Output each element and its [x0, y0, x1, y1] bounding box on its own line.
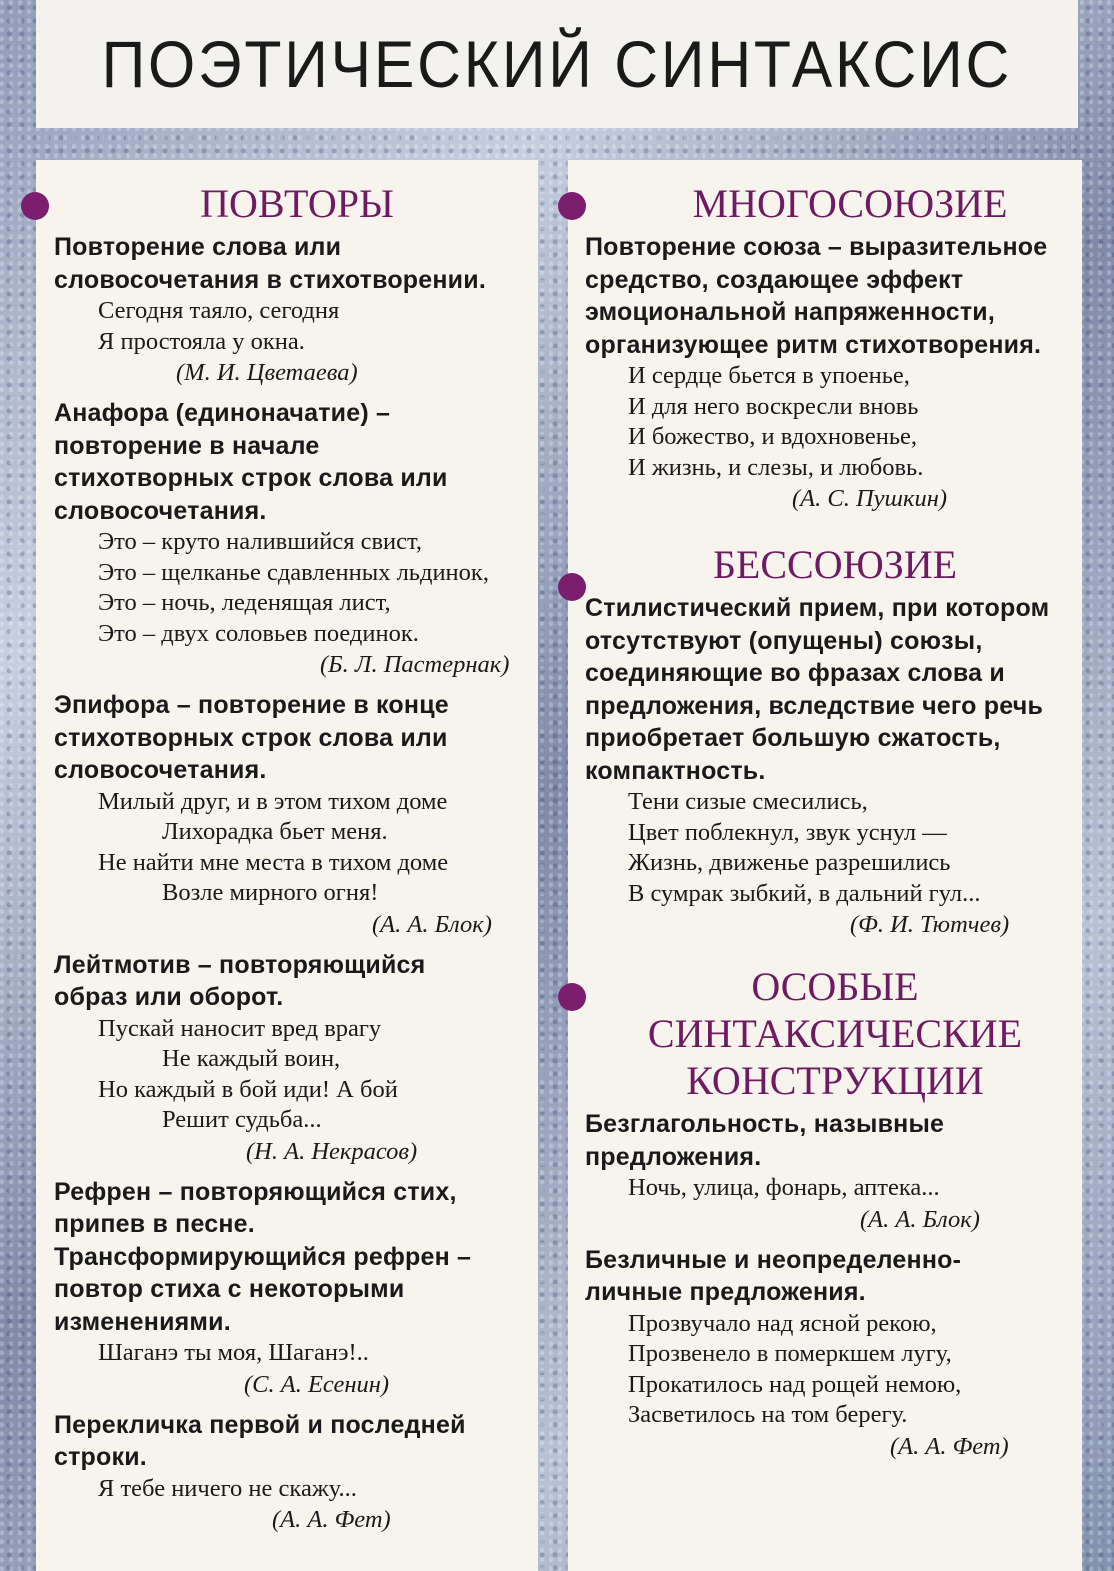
definition-block [54, 1176, 540, 1401]
poem-author: (Ф. И. Тютчев) [850, 911, 1010, 938]
poem-line: Прозвенело в померкшем лугу, [628, 1340, 952, 1367]
poem-author: (А. С. Пушкин) [792, 485, 948, 512]
poem-line: Засветилось на том берегу. [628, 1401, 908, 1428]
poem-line: Тени сизые смесились, [628, 788, 868, 815]
section-heading-povtory: ПОВТОРЫ [200, 181, 394, 226]
poem-quote [585, 787, 1075, 941]
section-heading-osobye: ОСОБЫЕ СИНТАКСИЧЕСКИЕ КОНСТРУКЦИИ [647, 964, 1023, 1103]
section-heading-bessoyuzie: БЕССОЮЗИЕ [712, 542, 958, 587]
page-title: ПОЭТИЧЕСКИЙ СИНТАКСИС [101, 27, 1013, 101]
definition-block [54, 1409, 540, 1537]
poem-author: (М. И. Цветаева) [176, 359, 358, 386]
poem-line: Это – двух соловьев поединок. [98, 619, 419, 647]
poem-quote [585, 1173, 1075, 1236]
bullet-icon [558, 573, 586, 601]
poem-quote [585, 1309, 1075, 1463]
poem-line: Сегодня таяло, сегодня [98, 297, 340, 324]
poem-author: (А. А. Блок) [372, 910, 492, 938]
poem-line: Это – круто налившийся свист, [98, 528, 423, 555]
definition-text: Стилистический прием, при котором отсутствуют (опущены) союзы, соединяющие во фразах слова и предложения, вследствие чего речь приобретает большую сжатость, компактность. [585, 594, 1050, 785]
poem-line: Не найти мне места в тихом доме [98, 848, 449, 876]
definition-block [54, 231, 540, 389]
poem-line: Это – щелканье сдавленных льдинок, [98, 558, 489, 586]
definition-block [54, 949, 540, 1168]
poem-line: Я простояла у окна. [98, 327, 305, 355]
poem-line: Это – ночь, леденящая лист, [98, 589, 391, 616]
poem-quote [54, 527, 540, 681]
definition-block [54, 689, 540, 941]
definition-block [585, 1108, 1075, 1236]
poem-line: Жизнь, движенье разрешились [628, 849, 951, 876]
poem-quote [54, 787, 540, 941]
poem-line: Цвет поблекнул, звук уснул — [628, 818, 947, 846]
poem-quote [54, 296, 540, 389]
definition-block [54, 397, 540, 681]
definition-text: Рефрен – повторяющийся стих, припев в песне. Трансформирующийся рефрен – повтор стиха с некоторыми изменениями. [54, 1177, 472, 1336]
poem-author: (С. А. Есенин) [244, 1370, 390, 1398]
title-bar [36, 0, 1078, 128]
definition-text: Повторение союза – выразительное средство, создающее эффект эмоциональной напряженности, организующее ритм стихотворения. [585, 233, 1048, 359]
poem-line: И для него воскресли вновь [628, 392, 919, 420]
definition-text: Безглагольность, назывные предложения. [585, 1110, 945, 1171]
poem-line: И божество, и вдохновенье, [628, 423, 917, 450]
poem-line: В сумрак зыбкий, в дальний гул... [628, 879, 981, 907]
bullet-icon [558, 983, 586, 1011]
poem-author: (Б. Л. Пастернак) [320, 651, 510, 678]
definition-text: Перекличка первой и последней строки. [54, 1410, 466, 1471]
left-column [54, 160, 540, 1544]
section-heading-mnogosoyuzie: МНОГОСОЮЗИЕ [692, 181, 1008, 226]
bullet-icon [21, 192, 49, 220]
poem-line: Лихорадка бьет меня. [162, 818, 388, 845]
poem-quote [54, 1338, 540, 1401]
poem-line: Шаганэ ты моя, Шаганэ!.. [98, 1339, 369, 1366]
poem-line: Не каждый воин, [162, 1045, 341, 1072]
definition-text: Эпифора – повторение в конце стихотворных строк слова или словосочетания. [54, 691, 449, 784]
definition-text: Анафора (единоначатие) – повторение в начале стихотворных строк слова или словосочетания. [54, 399, 448, 525]
poem-line: Я тебе ничего не скажу... [98, 1474, 357, 1502]
poem-line: Возле мирного огня! [162, 879, 379, 906]
definition-text: Повторение слова или словосочетания в стихотворении. [54, 233, 486, 294]
bullet-icon [558, 192, 586, 220]
definition-text: Лейтмотив – повторяющийся образ или оборот. [54, 950, 426, 1011]
definition-block [585, 592, 1075, 941]
poem-line: Но каждый в бой иди! А бой [98, 1075, 398, 1103]
poem-quote [54, 1474, 540, 1537]
definition-text: Безличные и неопределенно-личные предложения. [585, 1245, 962, 1306]
poem-line: Ночь, улица, фонарь, аптека... [628, 1174, 940, 1201]
poem-line: Прозвучало над ясной рекою, [628, 1309, 937, 1337]
definition-block [585, 1244, 1075, 1463]
poem-line: И жизнь, и слезы, и любовь. [628, 453, 924, 481]
poem-line: Решит судьба... [162, 1106, 322, 1133]
poem-author: (А. А. Фет) [890, 1432, 1009, 1460]
definition-block [585, 231, 1075, 515]
poem-author: (Н. А. Некрасов) [246, 1137, 418, 1165]
poem-line: Прокатилось над рощей немою, [628, 1370, 962, 1398]
poem-line: Пускай наносит вред врагу [98, 1014, 382, 1042]
poem-author: (А. А. Блок) [860, 1205, 980, 1233]
right-column [585, 160, 1075, 1471]
poem-line: И сердце бьется в упоенье, [628, 362, 910, 389]
poem-author: (А. А. Фет) [272, 1506, 391, 1533]
poem-line: Милый друг, и в этом тихом доме [98, 787, 448, 815]
poem-quote [54, 1014, 540, 1168]
poem-quote [585, 361, 1075, 515]
